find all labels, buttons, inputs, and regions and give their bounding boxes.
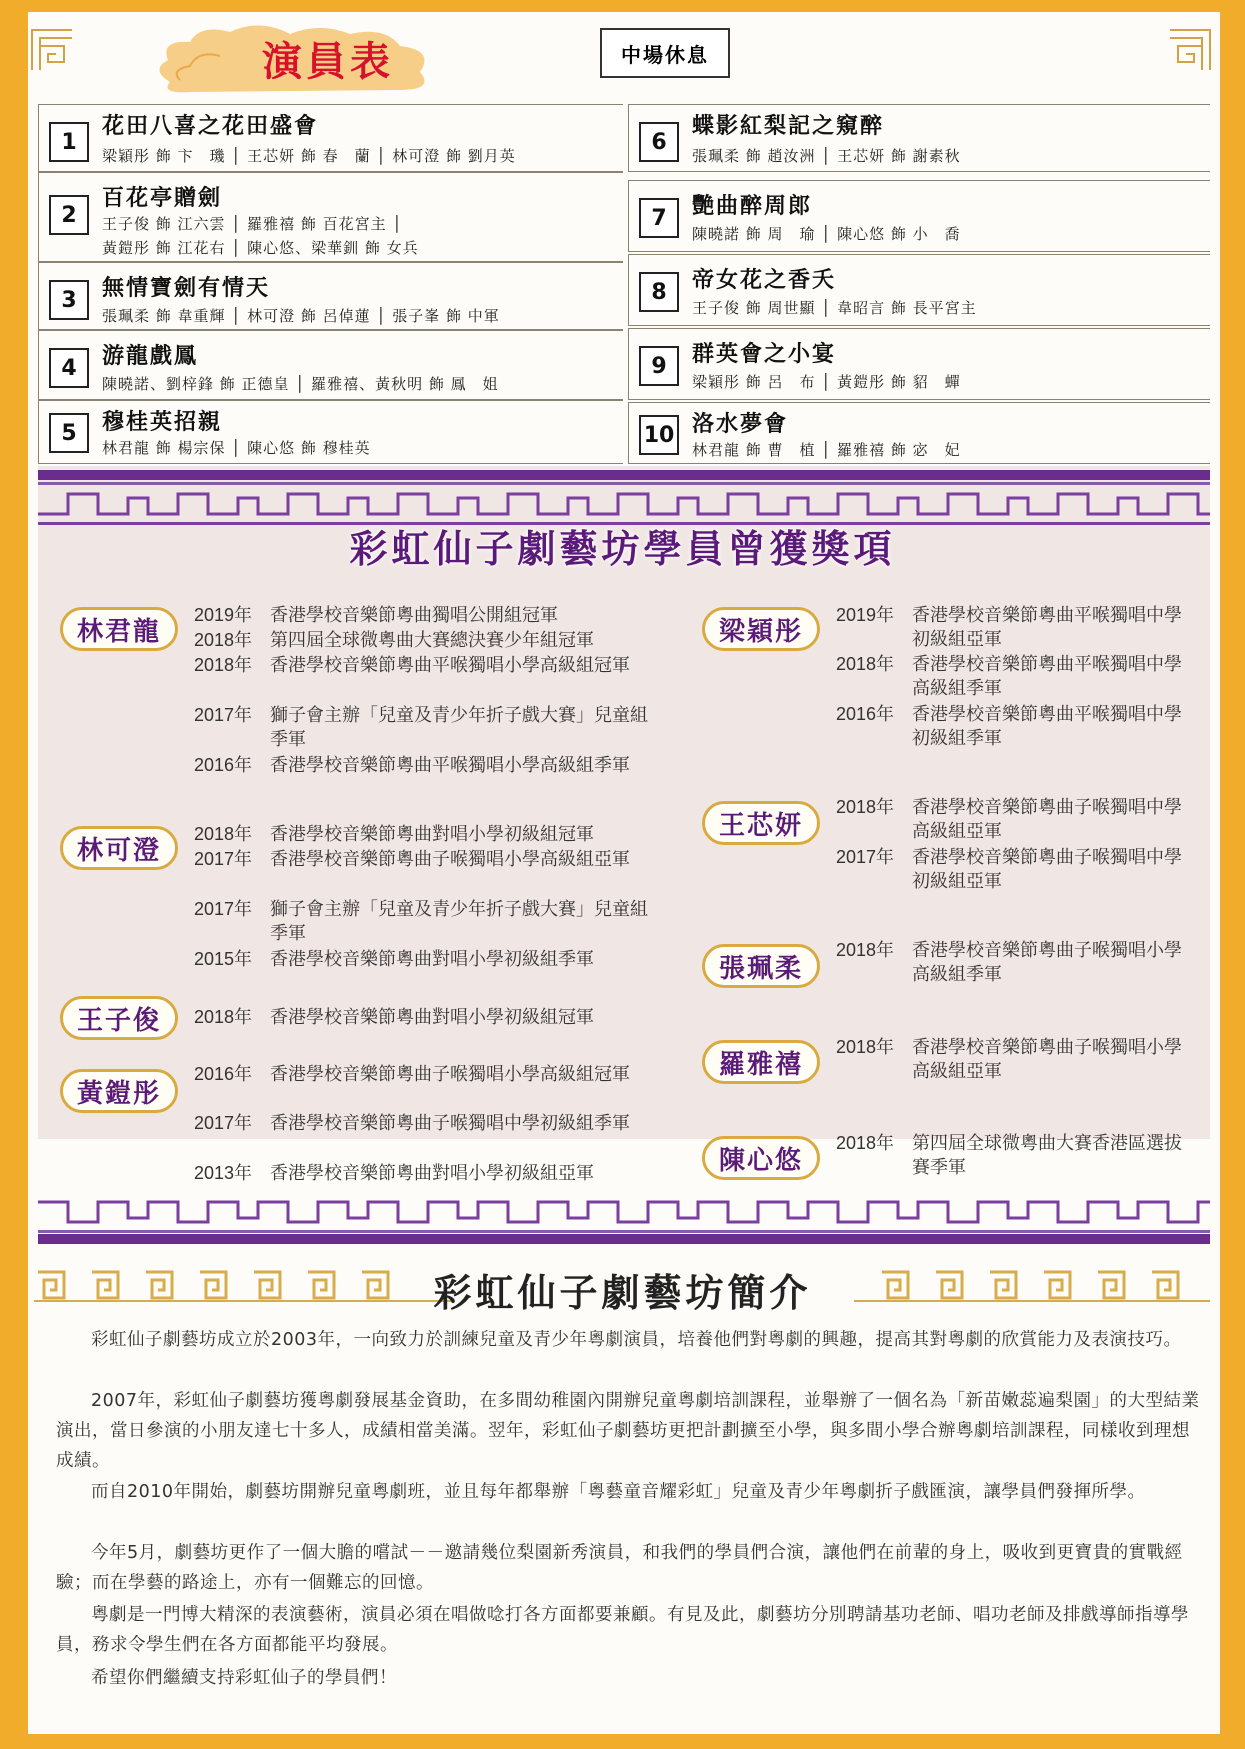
cast-item-number: 6 <box>639 122 679 162</box>
award-year: 2019年 <box>194 605 253 625</box>
award-year: 2013年 <box>194 1163 253 1183</box>
award-text: 香港學校音樂節粵曲對唱小學初級組季軍 <box>270 949 594 969</box>
cast-list-title: 演員表 <box>262 38 394 85</box>
cast-item-title: 游龍戲鳳 <box>102 343 199 369</box>
intro-paragraph: 希望你們繼續支持彩虹仙子的學員們！ <box>91 1668 397 1688</box>
award-text: 香港學校音樂節粵曲子喉獨唱小學高級組亞軍 <box>270 849 630 869</box>
cast-item-number: 9 <box>639 346 679 386</box>
cast-column-left <box>38 104 623 464</box>
award-year: 2018年 <box>836 654 895 674</box>
award-text: 香港學校音樂節粵曲子喉獨唱小學高級組亞軍 <box>912 1037 1182 1081</box>
cast-item-roles: 梁穎彤 飾 呂 布 │ 黃鎧彤 飾 貂 蟬 <box>692 373 961 391</box>
award-year: 2016年 <box>836 704 895 724</box>
cast-item-title: 百花亭贈劍 <box>102 185 223 211</box>
award-name-badge: 陳心悠 <box>702 1136 820 1180</box>
intro-paragraph: 彩虹仙子劇藝坊成立於2003年，一向致力於訓練兒童及青少年粵劇演員，培養他們對粵劇的興趣，提高其對粵劇的欣賞能力及表演技巧。 <box>91 1330 1182 1350</box>
cast-item-number: 1 <box>49 122 89 162</box>
award-year: 2017年 <box>194 849 253 869</box>
cast-item-number: 4 <box>49 348 89 388</box>
awards-title: 彩虹仙子劇藝坊學員曾獲獎項 <box>349 526 896 571</box>
meander-border-bottom-icon <box>38 1196 1210 1246</box>
award-text: 香港學校音樂節粵曲平喉獨唱中學高級組季軍 <box>912 654 1182 698</box>
cast-item-number: 10 <box>639 415 679 455</box>
award-text: 第四屆全球微粵曲大賽香港區選拔賽季軍 <box>912 1133 1182 1177</box>
award-year: 2018年 <box>836 797 895 817</box>
cast-item <box>38 330 623 400</box>
cast-item-number: 5 <box>49 413 89 453</box>
cast-item <box>38 262 623 330</box>
cast-item <box>628 104 1210 172</box>
award-name-badge: 羅雅禧 <box>702 1040 820 1084</box>
award-year: 2018年 <box>836 1133 895 1153</box>
corner-ornament-icon <box>1166 26 1214 74</box>
cast-item-title: 蝶影紅梨記之窺醉 <box>692 113 885 139</box>
award-year: 2017年 <box>194 899 253 919</box>
cast-item-roles: 林君龍 飾 楊宗保 │ 陳心悠 飾 穆桂英 <box>102 439 371 457</box>
corner-ornament-icon <box>28 26 76 74</box>
cast-item <box>628 254 1210 326</box>
award-text: 香港學校音樂節粵曲對唱小學初級組冠軍 <box>270 1007 594 1027</box>
cast-item-roles: 王子俊 飾 江六雲 │ 羅雅禧 飾 百花宮主 │ <box>102 215 403 233</box>
intermission-label: 中場休息 <box>600 28 730 78</box>
cast-item <box>38 172 623 262</box>
award-year: 2018年 <box>194 630 253 650</box>
cast-item-roles: 王子俊 飾 周世顯 │ 韋昭言 飾 長平宮主 <box>692 299 977 317</box>
cast-item-title: 花田八喜之花田盛會 <box>102 113 319 139</box>
award-year: 2019年 <box>836 605 895 625</box>
award-text: 香港學校音樂節粵曲子喉獨唱中學初級組亞軍 <box>912 847 1182 891</box>
intro-paragraph: 2007年，彩虹仙子劇藝坊獲粵劇發展基金資助，在多間幼稚園內開辦兒童粵劇培訓課程，並舉辦了一個名為「新苗嫩蕊遍梨園」的大型結業演出，當日參演的小朋友達七十多人，成績相當美滿。翌年，彩虹仙子劇藝坊更把計劃擴至小學，與多間小學合辦粵劇培訓課程，同樣收到理想成績。 <box>56 1391 1200 1471</box>
award-year: 2018年 <box>836 940 895 960</box>
award-year: 2018年 <box>194 824 253 844</box>
intro-paragraph: 今年5月，劇藝坊更作了一個大膽的嚐試－－邀請幾位梨園新秀演員，和我們的學員們合演，讓他們在前輩的身上，吸收到更寶貴的實戰經驗；而在學藝的路途上，亦有一個難忘的回憶。 <box>56 1543 1183 1593</box>
intro-paragraph: 而自2010年開始，劇藝坊開辦兒童粵劇班，並且每年都舉辦「粵藝童音耀彩虹」兒童及青少年粵劇折子戲匯演，讓學員們發揮所學。 <box>91 1482 1146 1502</box>
award-name-badge: 黃鎧彤 <box>60 1069 178 1113</box>
cast-item-title: 穆桂英招親 <box>102 409 223 435</box>
cast-item <box>628 328 1210 400</box>
award-text: 香港學校音樂節粵曲子喉獨唱小學高級組冠軍 <box>270 1064 630 1084</box>
cast-item-roles: 林君龍 飾 曹 植 │ 羅雅禧 飾 宓 妃 <box>692 441 961 459</box>
cast-item-number: 2 <box>49 195 89 235</box>
cast-item-roles: 黃鎧彤 飾 江花右 │ 陳心悠、梁華釧 飾 女兵 <box>102 239 419 257</box>
cast-item-title: 帝女花之香夭 <box>692 267 837 293</box>
cast-item <box>38 400 623 464</box>
award-name-badge: 林可澄 <box>60 826 178 870</box>
award-year: 2016年 <box>194 1064 253 1084</box>
award-name-badge: 王芯妍 <box>702 801 820 845</box>
cast-item-roles: 陳曉諾、劉梓鋒 飾 正德皇 │ 羅雅禧、黃秋明 飾 鳳 姐 <box>102 375 499 393</box>
award-name-badge: 王子俊 <box>60 996 178 1040</box>
cast-item-number: 7 <box>639 198 679 238</box>
cast-item-roles: 張珮柔 飾 韋重輝 │ 林可澄 飾 呂倬蓮 │ 張子峯 飾 中軍 <box>102 307 500 325</box>
award-year: 2016年 <box>194 755 253 775</box>
cast-column-right <box>628 104 1210 464</box>
award-year: 2015年 <box>194 949 253 969</box>
award-text: 香港學校音樂節粵曲對唱小學初級組冠軍 <box>270 824 594 844</box>
award-text: 香港學校音樂節粵曲平喉獨唱小學高級組季軍 <box>270 755 630 775</box>
intro-paragraph: 粵劇是一門博大精深的表演藝術，演員必須在唱做唸打各方面都要兼顧。有見及此，劇藝坊分別聘請基功老師、唱功老師及排戲導師指導學員，務求令學生們在各方面都能平均發展。 <box>56 1605 1189 1655</box>
award-name-badge: 梁穎彤 <box>702 607 820 651</box>
cast-item <box>38 104 623 172</box>
cast-item-title: 洛水夢會 <box>692 411 789 437</box>
award-name-badge: 張珮柔 <box>702 944 820 988</box>
award-name-badge: 林君龍 <box>60 607 178 651</box>
cast-item-title: 群英會之小宴 <box>692 341 837 367</box>
cast-item-number: 3 <box>49 280 89 320</box>
award-year: 2017年 <box>194 705 253 725</box>
award-text: 香港學校音樂節粵曲子喉獨唱中學高級組亞軍 <box>912 797 1182 841</box>
award-year: 2018年 <box>836 1037 895 1057</box>
award-text: 香港學校音樂節粵曲平喉獨唱中學初級組季軍 <box>912 704 1182 748</box>
award-text: 香港學校音樂節粵曲子喉獨唱小學高級組季軍 <box>912 940 1182 984</box>
cast-item <box>628 180 1210 252</box>
award-year: 2017年 <box>194 1113 253 1133</box>
award-text: 第四屆全球微粵曲大賽總決賽少年組冠軍 <box>270 630 594 650</box>
cast-item-roles: 張珮柔 飾 趙汝洲 │ 王芯妍 飾 謝素秋 <box>692 147 961 165</box>
award-text: 獅子會主辦「兒童及青少年折子戲大賽」兒童組季軍 <box>270 705 648 749</box>
cast-item-roles: 梁穎彤 飾 卞 璣 │ 王芯妍 飾 春 蘭 │ 林可澄 飾 劉月英 <box>102 147 516 165</box>
award-year: 2018年 <box>194 655 253 675</box>
cast-item-number: 8 <box>639 272 679 312</box>
award-text: 獅子會主辦「兒童及青少年折子戲大賽」兒童組季軍 <box>270 899 648 943</box>
award-text: 香港學校音樂節粵曲獨唱公開組冠軍 <box>270 605 558 625</box>
cast-item-roles: 陳曉諾 飾 周 瑜 │ 陳心悠 飾 小 喬 <box>692 225 961 243</box>
award-text: 香港學校音樂節粵曲對唱小學初級組亞軍 <box>270 1163 594 1183</box>
intro-title: 彩虹仙子劇藝坊簡介 <box>433 1270 812 1315</box>
award-year: 2018年 <box>194 1007 253 1027</box>
award-text: 香港學校音樂節粵曲子喉獨唱中學初級組季軍 <box>270 1113 630 1133</box>
award-year: 2017年 <box>836 847 895 867</box>
award-text: 香港學校音樂節粵曲平喉獨唱小學高級組冠軍 <box>270 655 630 675</box>
cast-item-title: 艷曲醉周郎 <box>692 193 813 219</box>
cast-item-title: 無情寶劍有情天 <box>102 275 271 301</box>
award-text: 香港學校音樂節粵曲平喉獨唱中學初級組亞軍 <box>912 605 1182 649</box>
cast-item <box>628 402 1210 464</box>
